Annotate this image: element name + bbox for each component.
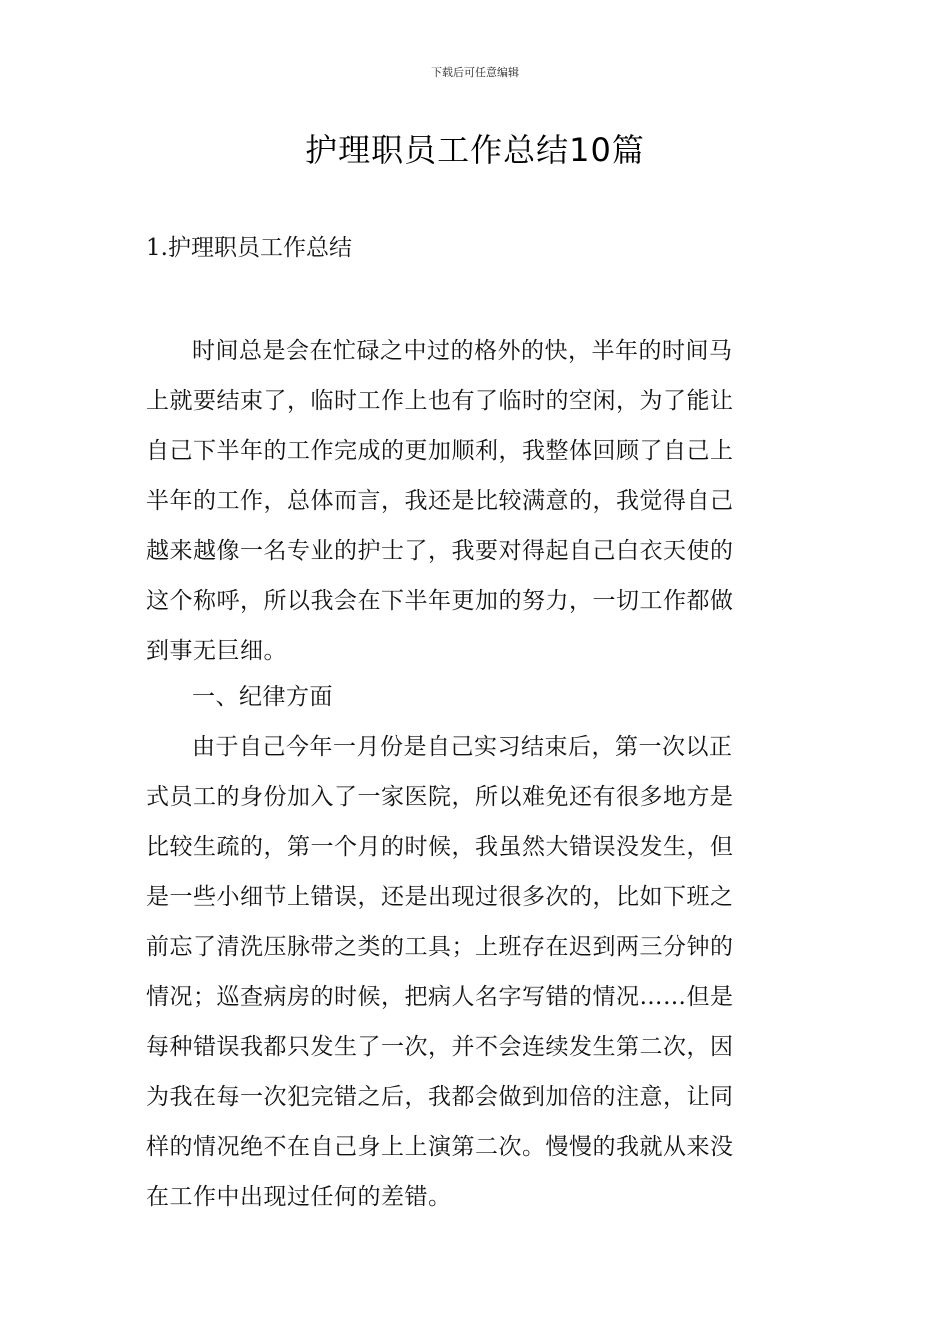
- paragraph-2: [146, 722, 806, 1222]
- paragraph-line: 半年的工作，总体而言，我还是比较满意的，我觉得自己: [146, 488, 734, 514]
- paragraph-line: 这个称呼，所以我会在下半年更加的努力，一切工作都做: [146, 588, 734, 614]
- subheading-discipline: [146, 672, 806, 722]
- paragraph-line: 越来越像一名专业的护士了，我要对得起自己白衣天使的: [146, 538, 734, 564]
- subheading-text: 一、纪律方面: [192, 684, 333, 710]
- paragraph-line: 式员工的身份加入了一家医院，所以难免还有很多地方是: [146, 784, 734, 810]
- paragraph-line: 为我在每一次犯完错之后，我都会做到加倍的注意，让同: [146, 1084, 734, 1110]
- paragraph-line: 比较生疏的，第一个月的时候，我虽然大错误没发生，但: [146, 834, 734, 860]
- paragraph-line: 前忘了清洗压脉带之类的工具；上班存在迟到两三分钟的: [146, 934, 734, 960]
- paragraph-line: 到事无巨细。: [146, 638, 287, 664]
- paragraph-line: 样的情况绝不在自己身上上演第二次。慢慢的我就从来没: [146, 1134, 734, 1160]
- paragraph-line: 自己下半年的工作完成的更加顺利，我整体回顾了自己上: [146, 438, 734, 464]
- paragraph-line: 在工作中出现过任何的差错。: [146, 1184, 452, 1210]
- paragraph-line: 由于自己今年一月份是自己实习结束后，第一次以正: [192, 734, 733, 760]
- paragraph-line: 时间总是会在忙碌之中过的格外的快，半年的时间马: [192, 338, 733, 364]
- header-note: 下载后可任意编辑: [431, 66, 519, 79]
- paragraph-1: [146, 326, 806, 676]
- paragraph-line: 是一些小细节上错误，还是出现过很多次的，比如下班之: [146, 884, 734, 910]
- paragraph-line: 上就要结束了，临时工作上也有了临时的空闲，为了能让: [146, 388, 734, 414]
- section-heading: 1.护理职员工作总结: [146, 235, 352, 261]
- paragraph-line: 情况；巡查病房的时候，把病人名字写错的情况……但是: [146, 984, 734, 1010]
- paragraph-line: 每种错误我都只发生了一次，并不会连续发生第二次，因: [146, 1034, 734, 1060]
- document-title: 护理职员工作总结10篇: [305, 131, 645, 169]
